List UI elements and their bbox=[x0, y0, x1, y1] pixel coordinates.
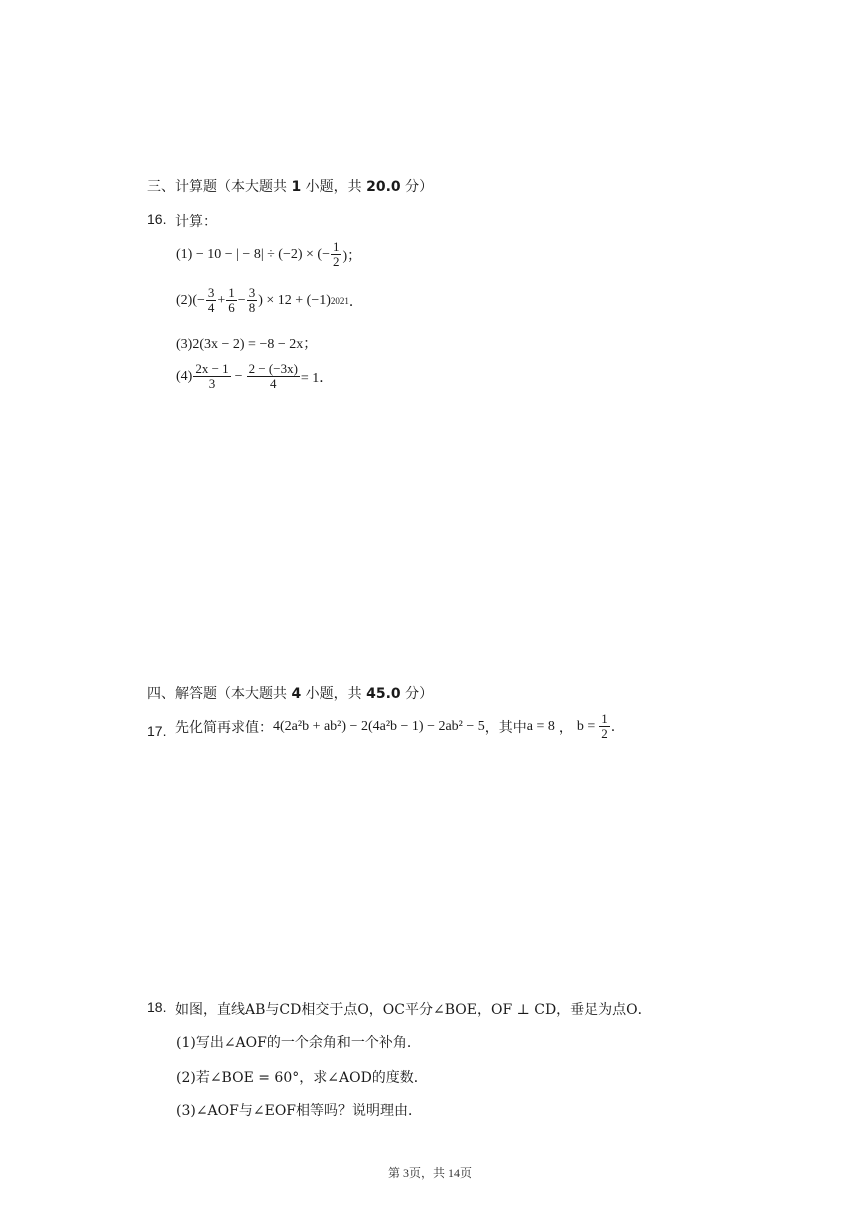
question-17-number: 17. bbox=[147, 723, 167, 739]
question-16-part-2: (2)(− $\frac{3}{4}$ + $\frac{1}{6}$ − $\frac{3}{8}$ ) × 12 + (−1) 2021 ． bbox=[176, 285, 363, 316]
part-1-end: )； bbox=[342, 248, 362, 264]
denominator: 6 bbox=[228, 300, 235, 316]
page-footer: 第 3页，共 14页 bbox=[387, 1166, 472, 1180]
question-18-part-2: (2)若∠BOE = 60°，求∠AOD的度数． bbox=[176, 1070, 428, 1086]
part-2-start: (2)(− bbox=[176, 292, 205, 308]
part-2-end: ． bbox=[348, 294, 363, 310]
section-4-score: 45.0 bbox=[366, 686, 401, 702]
section-3-heading bbox=[147, 176, 433, 196]
section-4-heading bbox=[147, 683, 433, 703]
denominator: 8 bbox=[248, 300, 256, 316]
denominator: 4 bbox=[269, 376, 277, 392]
denominator: 2 bbox=[332, 254, 340, 270]
question-17-condition-b: b = bbox=[576, 718, 596, 734]
section-3-heading-prefix: 三、计算题（本大题共 bbox=[147, 179, 292, 195]
question-18-number: 18. bbox=[147, 999, 167, 1015]
numerator: 1 bbox=[228, 285, 235, 300]
operator: − bbox=[237, 292, 246, 308]
question-16-part-4 bbox=[176, 362, 333, 392]
denominator: 3 bbox=[208, 376, 216, 392]
question-16-number: 16. bbox=[147, 211, 167, 227]
numerator: 3 bbox=[207, 285, 215, 300]
part-2-tail: ) × 12 + (−1) bbox=[258, 292, 331, 308]
operator: + bbox=[217, 292, 226, 308]
numerator: 2x − 1 bbox=[195, 361, 229, 376]
section-4-heading-suffix: 分） bbox=[400, 686, 434, 702]
question-18-part-1: (1)写出∠AOF的一个余角和一个补角． bbox=[176, 1035, 421, 1051]
question-18-stem: 如图，直线AB与CD相交于点O，OC平分∠BOE，OF ⊥ CD，垂足为点O． bbox=[175, 1002, 652, 1018]
section-3-heading-suffix: 分） bbox=[400, 179, 434, 195]
section-4-heading-prefix: 四、解答题（本大题共 bbox=[147, 686, 292, 702]
question-17-end: . bbox=[610, 718, 616, 735]
separator: ， bbox=[558, 719, 573, 736]
fraction bbox=[331, 240, 342, 270]
part-4-end: = 1． bbox=[300, 370, 334, 386]
fraction bbox=[247, 362, 300, 392]
question-16-label: 计算： bbox=[175, 214, 217, 230]
numerator: 1 bbox=[332, 239, 340, 254]
question-17-intro: 先化简再求值： bbox=[175, 719, 273, 736]
fraction bbox=[599, 712, 610, 742]
fraction bbox=[247, 286, 258, 316]
denominator: 4 bbox=[207, 300, 215, 316]
part-1-expression: (1) − 10 − | − 8| ÷ (−2) × (− bbox=[176, 246, 330, 262]
numerator: 1 bbox=[601, 711, 608, 726]
section-3-score: 20.0 bbox=[366, 179, 401, 195]
question-18-part-3: (3)∠AOF与∠EOF相等吗？说明理由． bbox=[176, 1103, 423, 1119]
numerator: 2 − (−3x) bbox=[248, 361, 298, 376]
question-17-where: ，其中 bbox=[484, 719, 527, 736]
question-17-text bbox=[175, 712, 615, 742]
section-4-heading-mid: 小题，共 bbox=[301, 686, 367, 702]
section-3-heading-mid: 小题，共 bbox=[301, 179, 367, 195]
question-17-expression: 4(2a²b + ab²) − 2(4a²b − 1) − 2ab² − 5 bbox=[273, 718, 485, 734]
question-17-condition-a: a = 8 bbox=[526, 718, 555, 734]
numerator: 3 bbox=[248, 285, 256, 300]
operator: − bbox=[234, 368, 243, 384]
part-4-start: (4) bbox=[176, 368, 193, 384]
section-4-count: 4 bbox=[291, 686, 302, 702]
fraction bbox=[226, 286, 237, 316]
question-16-part-3: (3)2(3x − 2) = −8 − 2x； bbox=[176, 337, 318, 352]
fraction bbox=[206, 286, 217, 316]
fraction bbox=[193, 362, 230, 392]
section-3-count: 1 bbox=[291, 179, 302, 195]
denominator: 2 bbox=[601, 726, 608, 742]
question-16-part-1 bbox=[176, 240, 361, 270]
